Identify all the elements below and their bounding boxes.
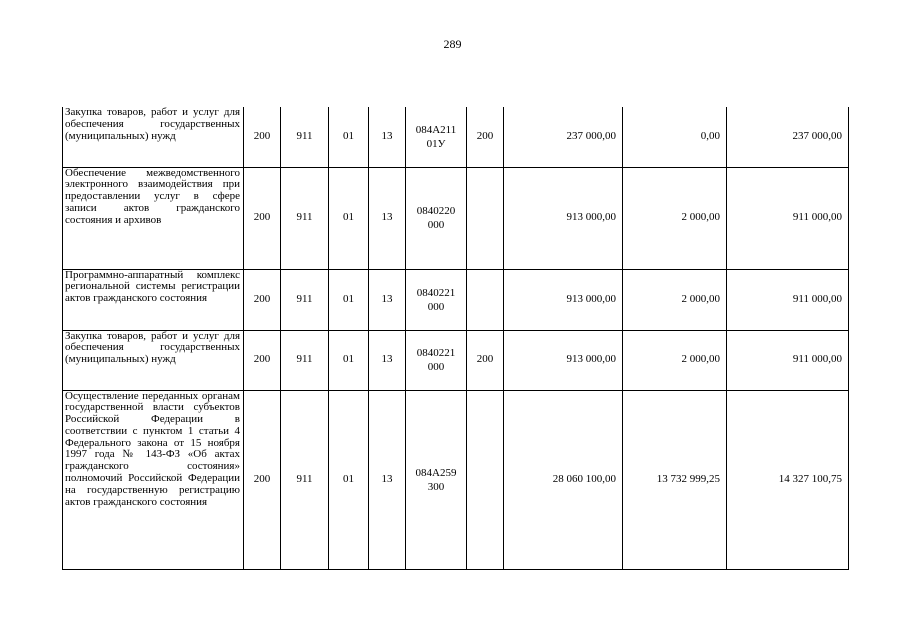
cell-sum3: 237 000,00 bbox=[727, 107, 849, 167]
cell-ved: 911 bbox=[281, 107, 329, 167]
csr-line1: 084А259 bbox=[415, 466, 457, 479]
cell-pr: 01 bbox=[329, 269, 369, 330]
row-name: Обеспечение межведомственного электронного взаимодействия при предоставлении услуг в сфере записи актов гражданского состояния и архивов bbox=[63, 167, 244, 269]
cell-ved: 911 bbox=[281, 269, 329, 330]
cell-sum1: 913 000,00 bbox=[504, 269, 623, 330]
table-row bbox=[63, 330, 849, 390]
cell-vr bbox=[467, 390, 504, 569]
cell-csr bbox=[406, 269, 467, 330]
cell-cs: 13 bbox=[369, 269, 406, 330]
table-row bbox=[63, 167, 849, 269]
table-row bbox=[63, 390, 849, 569]
cell-rz: 200 bbox=[244, 167, 281, 269]
row-name: Закупка товаров, работ и услуг для обеспечения государственных (муниципальных) нужд bbox=[63, 330, 244, 390]
cell-pr: 01 bbox=[329, 167, 369, 269]
cell-csr bbox=[406, 107, 467, 167]
page-number: 289 bbox=[443, 37, 462, 51]
csr-line2: 000 bbox=[427, 300, 445, 313]
row-name: Осуществление переданных органам государственной власти субъектов Российской Федерации в соответствии с пунктом 1 статьи 4 Федерального закона от 15 ноября 1997 года № 143-ФЗ «Об актах гражданского состояния» полномочий Российской Федерации на государственную регистрацию актов гражданского состояния bbox=[63, 390, 244, 569]
cell-sum2: 2 000,00 bbox=[623, 330, 727, 390]
row-name: Программно-аппаратный комплекс региональной системы регистрации актов гражданского состояния bbox=[63, 269, 244, 330]
cell-sum1: 913 000,00 bbox=[504, 330, 623, 390]
csr-line1: 0840221 bbox=[416, 286, 456, 299]
cell-sum1: 913 000,00 bbox=[504, 167, 623, 269]
cell-rz: 200 bbox=[244, 269, 281, 330]
row-name: Закупка товаров, работ и услуг для обеспечения государственных (муниципальных) нужд bbox=[63, 107, 244, 167]
cell-rz: 200 bbox=[244, 330, 281, 390]
cell-sum1: 237 000,00 bbox=[504, 107, 623, 167]
cell-pr: 01 bbox=[329, 107, 369, 167]
cell-sum2: 2 000,00 bbox=[623, 269, 727, 330]
cell-cs: 13 bbox=[369, 107, 406, 167]
cell-sum2: 0,00 bbox=[623, 107, 727, 167]
csr-line1: 0840221 bbox=[416, 347, 456, 359]
csr-line2: 01У bbox=[426, 137, 446, 150]
cell-vr bbox=[467, 269, 504, 330]
budget-table bbox=[62, 107, 849, 570]
cell-vr: 200 bbox=[467, 107, 504, 167]
cell-csr bbox=[406, 167, 467, 269]
cell-ved: 911 bbox=[281, 330, 329, 390]
csr-line2: 000 bbox=[427, 361, 445, 373]
cell-csr bbox=[406, 390, 467, 569]
cell-sum2: 13 732 999,25 bbox=[623, 390, 727, 569]
cell-ved: 911 bbox=[281, 167, 329, 269]
cell-rz: 200 bbox=[244, 107, 281, 167]
cell-vr bbox=[467, 167, 504, 269]
cell-sum3: 911 000,00 bbox=[727, 167, 849, 269]
cell-sum2: 2 000,00 bbox=[623, 167, 727, 269]
csr-line2: 000 bbox=[427, 219, 445, 231]
cell-rz: 200 bbox=[244, 390, 281, 569]
cell-sum1: 28 060 100,00 bbox=[504, 390, 623, 569]
table-row bbox=[63, 269, 849, 330]
cell-cs: 13 bbox=[369, 330, 406, 390]
cell-ved: 911 bbox=[281, 390, 329, 569]
csr-line1: 0840220 bbox=[416, 205, 456, 217]
cell-pr: 01 bbox=[329, 330, 369, 390]
cell-sum3: 911 000,00 bbox=[727, 269, 849, 330]
cell-csr bbox=[406, 330, 467, 390]
cell-cs: 13 bbox=[369, 167, 406, 269]
cell-pr: 01 bbox=[329, 390, 369, 569]
csr-line2: 300 bbox=[427, 480, 445, 493]
cell-cs: 13 bbox=[369, 390, 406, 569]
cell-sum3: 911 000,00 bbox=[727, 330, 849, 390]
csr-line1: 084А211 bbox=[415, 123, 457, 136]
table-row bbox=[63, 107, 849, 167]
cell-sum3: 14 327 100,75 bbox=[727, 390, 849, 569]
cell-vr: 200 bbox=[467, 330, 504, 390]
